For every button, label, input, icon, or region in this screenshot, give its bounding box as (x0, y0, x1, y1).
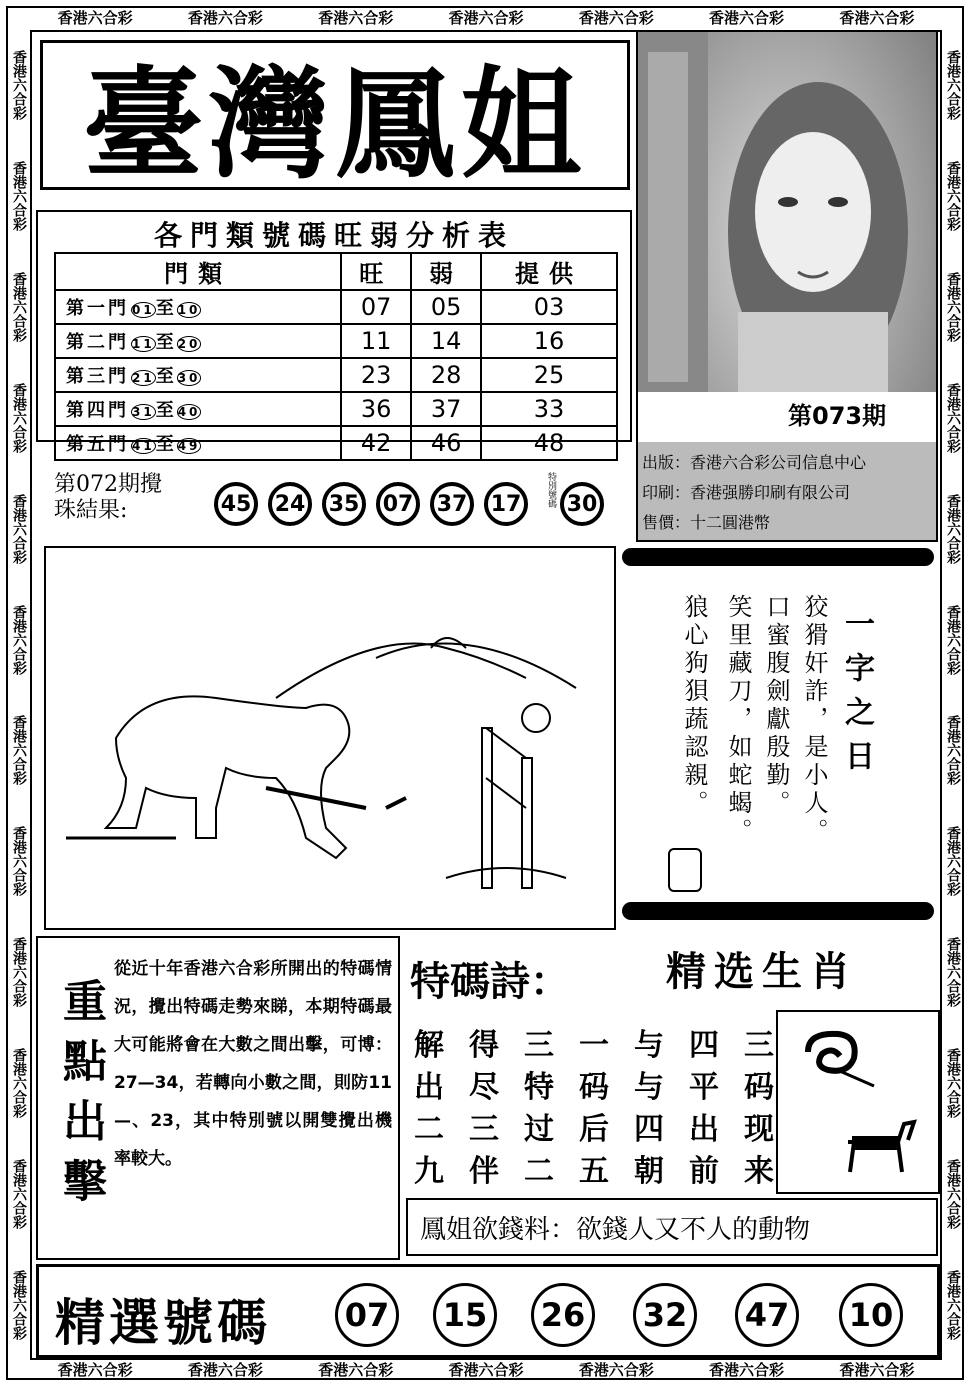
banner-label: 香港六合彩 (945, 382, 961, 453)
banner-label: 香港六合彩 (11, 604, 27, 675)
page-title: 臺灣鳳姐 (40, 40, 630, 190)
poem-char: 三 (469, 1112, 499, 1147)
door-cell (55, 392, 341, 426)
weak-cell: 46 (411, 426, 481, 460)
pick-number: 26 (531, 1283, 595, 1347)
poem-char: 现 (744, 1112, 774, 1147)
price-line: 售價：十二圓港幣 (642, 513, 771, 532)
banner-label: 香港六合彩 (945, 161, 961, 232)
seal-stamp-icon (668, 848, 702, 892)
door-cell (55, 324, 341, 358)
printer-line: 印刷：香港强勝印刷有限公司 (642, 483, 851, 502)
banner-label: 香港六合彩 (578, 8, 654, 27)
banner-label: 香港六合彩 (11, 1269, 27, 1340)
offer-cell: 16 (481, 324, 617, 358)
poem-row (414, 1146, 774, 1188)
top-banner (30, 6, 942, 28)
column-header: 旺 (341, 253, 411, 290)
banner-label: 香港六合彩 (11, 50, 27, 121)
banner-label: 香港六合彩 (945, 604, 961, 675)
range-start: 41 (132, 439, 155, 453)
table-row (55, 358, 617, 392)
strong-cell: 42 (341, 426, 411, 460)
bottom-banner (30, 1358, 942, 1380)
left-banner (8, 30, 30, 1360)
table-row (55, 290, 617, 324)
poem-char: 二 (524, 1154, 554, 1189)
banner-label: 香港六合彩 (945, 1158, 961, 1229)
analysis-table (54, 252, 618, 461)
pick-number: 47 (735, 1283, 799, 1347)
poem-title: 特碼詩： (410, 959, 570, 1005)
table-row (55, 426, 617, 460)
banner-label: 香港六合彩 (839, 1360, 915, 1379)
offer-cell: 33 (481, 392, 617, 426)
poem-char: 与 (634, 1070, 664, 1105)
column-header: 弱 (411, 253, 481, 290)
idiom-line: 笑里藏刀，如蛇蝎。 (724, 594, 752, 846)
banner-label: 香港六合彩 (945, 1047, 961, 1118)
range-separator: 至 (155, 298, 177, 319)
idiom-heading: 一字之日 (839, 608, 874, 784)
range-start: 31 (132, 405, 155, 419)
poem-char: 三 (524, 1028, 554, 1063)
banner-label: 香港六合彩 (57, 1360, 133, 1379)
poem-row (414, 1062, 774, 1104)
strong-cell: 36 (341, 392, 411, 426)
banner-label: 香港六合彩 (709, 8, 785, 27)
table-row (55, 324, 617, 358)
poem-char: 得 (469, 1028, 499, 1063)
draw-result-line: 第072期攪 (54, 472, 162, 497)
banner-label: 香港六合彩 (11, 161, 27, 232)
poem-char: 九 (414, 1154, 444, 1189)
door-cell (55, 426, 341, 460)
draw-result-line: 珠結果: (54, 498, 128, 523)
poem-char: 来 (744, 1154, 774, 1189)
banner-label: 香港六合彩 (839, 8, 915, 27)
banner-label: 香港六合彩 (318, 1360, 394, 1379)
range-start: 01 (132, 303, 155, 317)
banner-label: 香港六合彩 (945, 493, 961, 564)
idiom-line: 狡猾奸詐，是小人。 (800, 594, 828, 846)
banner-label: 香港六合彩 (945, 715, 961, 786)
zodiac-animal-panel (776, 1010, 940, 1194)
door-label: 第二門 (66, 332, 129, 353)
range-start: 11 (132, 337, 155, 351)
poem-char: 朝 (634, 1154, 664, 1189)
poem-char: 四 (689, 1028, 719, 1063)
door-cell (55, 358, 341, 392)
weak-cell: 14 (411, 324, 481, 358)
banner-label: 香港六合彩 (945, 272, 961, 343)
range-end: 30 (177, 371, 201, 385)
range-separator: 至 (155, 400, 177, 421)
cartoon-illustration (46, 548, 614, 928)
banner-label: 香港六合彩 (11, 1047, 27, 1118)
special-number-label: 特別號碼 (546, 472, 556, 508)
door-label: 第四門 (66, 400, 129, 421)
analysis-title: 各門類號碼旺弱分析表 (153, 219, 514, 252)
poem-char: 五 (579, 1154, 609, 1189)
offer-cell: 25 (481, 358, 617, 392)
idiom-line: 狼心狗狽蔬認親。 (680, 594, 708, 818)
range-end: 20 (177, 337, 201, 351)
poem-char: 伴 (469, 1154, 499, 1189)
range-separator: 至 (155, 332, 177, 353)
table-row (55, 392, 617, 426)
result-ball: 17 (484, 482, 528, 526)
money-hint: 鳳姐欲錢料：欲錢人又不人的動物 (406, 1198, 938, 1256)
door-label: 第三門 (66, 366, 129, 387)
result-ball: 35 (322, 482, 366, 526)
range-end: 49 (177, 439, 201, 453)
result-ball: 45 (214, 482, 258, 526)
strong-cell: 07 (341, 290, 411, 324)
photo-panel (636, 30, 938, 542)
banner-label: 香港六合彩 (318, 8, 394, 27)
result-ball: 37 (430, 482, 474, 526)
snake-goat-icon (778, 1012, 938, 1192)
banner-label: 香港六合彩 (57, 8, 133, 27)
poem-char: 出 (689, 1112, 719, 1147)
scroll-rod-top (622, 548, 934, 566)
cartoon-panel (44, 546, 616, 930)
poem-char: 尽 (469, 1070, 499, 1105)
door-cell (55, 290, 341, 324)
range-separator: 至 (155, 434, 177, 455)
banner-label: 香港六合彩 (11, 826, 27, 897)
idiom-line: 口蜜腹劍獻殷勤。 (762, 594, 790, 818)
poem-char: 与 (634, 1028, 664, 1063)
column-header: 門類 (55, 253, 341, 290)
right-banner (942, 30, 964, 1360)
strong-cell: 23 (341, 358, 411, 392)
special-ball: 30 (560, 482, 604, 526)
banner-label: 香港六合彩 (11, 937, 27, 1008)
poem-row (414, 1020, 774, 1062)
pick-number: 10 (839, 1283, 903, 1347)
offer-cell: 03 (481, 290, 617, 324)
range-end: 10 (177, 303, 201, 317)
banner-label: 香港六合彩 (448, 1360, 524, 1379)
range-start: 21 (132, 371, 155, 385)
banner-label: 香港六合彩 (448, 8, 524, 27)
focus-title: 重點出擊 (55, 978, 106, 1218)
poem-row (414, 1104, 774, 1146)
banner-label: 香港六合彩 (945, 50, 961, 121)
pick-number: 32 (633, 1283, 697, 1347)
banner-label: 香港六合彩 (578, 1360, 654, 1379)
banner-label: 香港六合彩 (945, 1269, 961, 1340)
door-label: 第一門 (66, 298, 129, 319)
banner-label: 香港六合彩 (187, 1360, 263, 1379)
picks-label: 精選號碼 (55, 1294, 271, 1352)
poem-char: 后 (579, 1112, 609, 1147)
range-separator: 至 (155, 366, 177, 387)
banner-label: 香港六合彩 (945, 826, 961, 897)
strong-cell: 11 (341, 324, 411, 358)
weak-cell: 05 (411, 290, 481, 324)
weak-cell: 28 (411, 358, 481, 392)
poem-char: 平 (689, 1070, 719, 1105)
poem-grid (414, 1020, 774, 1188)
poem-char: 过 (524, 1112, 554, 1147)
poem-char: 二 (414, 1112, 444, 1147)
banner-label: 香港六合彩 (709, 1360, 785, 1379)
result-ball: 07 (376, 482, 420, 526)
pick-number: 15 (433, 1283, 497, 1347)
poem-char: 码 (579, 1070, 609, 1105)
publisher-info (642, 448, 866, 538)
poem-char: 出 (414, 1070, 444, 1105)
poem-char: 特 (524, 1070, 554, 1105)
banner-label: 香港六合彩 (11, 382, 27, 453)
poem-char: 前 (689, 1154, 719, 1189)
draw-result-label (54, 472, 162, 524)
poem-char: 码 (744, 1070, 774, 1105)
weak-cell: 37 (411, 392, 481, 426)
scroll-rod-bottom (622, 902, 934, 920)
publisher-line: 出版：香港六合彩公司信息中心 (642, 453, 867, 472)
poem-char: 三 (744, 1028, 774, 1063)
offer-cell: 48 (481, 426, 617, 460)
poem-char: 解 (414, 1028, 444, 1063)
poem-char: 一 (579, 1028, 609, 1063)
picks-panel (36, 1264, 940, 1358)
pick-number: 07 (335, 1283, 399, 1347)
idiom-scroll (622, 548, 934, 924)
banner-label: 香港六合彩 (11, 493, 27, 564)
range-end: 40 (177, 405, 201, 419)
banner-label: 香港六合彩 (11, 1158, 27, 1229)
banner-label: 香港六合彩 (945, 937, 961, 1008)
banner-label: 香港六合彩 (11, 715, 27, 786)
focus-text: 從近十年香港六合彩所開出的特碼情況，攪出特碼走勢來睇，本期特碼最大可能將會在大數之間出擊，可博：27—34，若轉向小數之間，則防11—、23，其中特別號以開雙攪出機率較大。 (114, 959, 392, 1169)
banner-label: 香港六合彩 (187, 8, 263, 27)
banner-label: 香港六合彩 (11, 272, 27, 343)
analysis-panel (36, 210, 632, 457)
door-label: 第五門 (66, 434, 129, 455)
result-ball: 24 (268, 482, 312, 526)
issue-number: 第073期 (788, 402, 887, 430)
zodiac-title: 精选生肖 (666, 948, 858, 995)
poem-char: 四 (634, 1112, 664, 1147)
focus-panel (36, 936, 400, 1260)
table-header-row (55, 253, 617, 290)
column-header: 提供 (481, 253, 617, 290)
